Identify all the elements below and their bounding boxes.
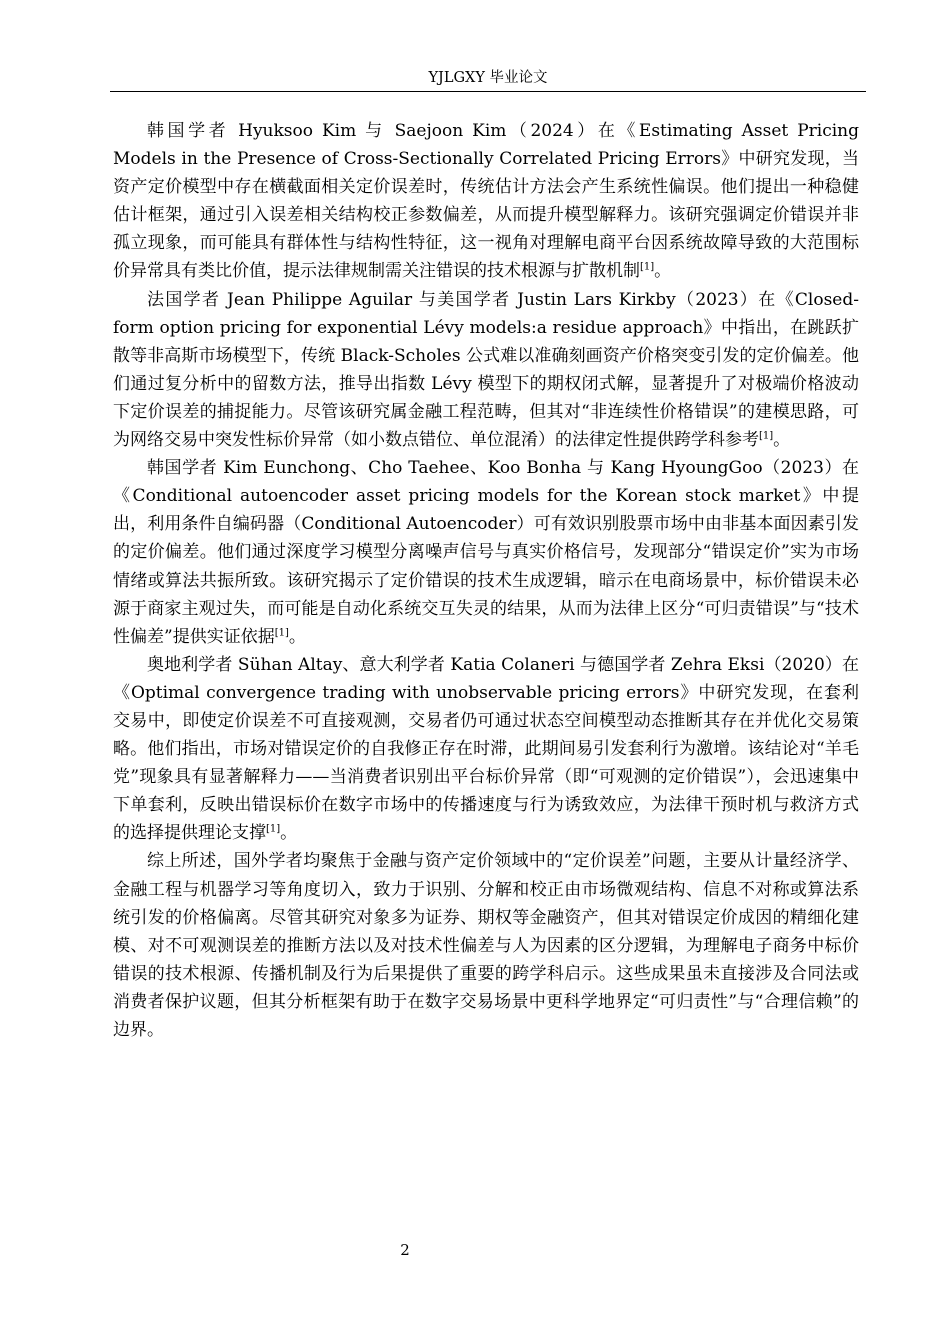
paragraph-text: 法国学者 Jean Philippe Aguilar 与美国学者 Justin Lars Kirkby（2023）在《Closed-form option pricing for exponential Lévy models:a residue approach》中指出，在跳跃扩散等非高斯市场模型下，传统 Black-Scholes 公式难以准确刻画资产价格突变引发的定价偏差。他们通过复分析中的留数方法，推导出指数 Lévy 模型下的期权闭式解，显著提升了对极端价格波动下定价误差的捕捉能力。尽管该研究属金融工程范畴，但其对“非连续性价格错误”的建模思路，可为网络交易中突发性标价异常（如小数点错位、单位混淆）的法律定性提供跨学科参考 xyxy=(113,289,859,451)
document-body xyxy=(113,117,859,1044)
header-divider xyxy=(110,91,866,92)
paragraph-text: 韩国学者 Kim Eunchong、Cho Taehee、Koo Bonha 与 Kang HyoungGoo（2023）在《Conditional autoencoder asset pricing models for the Korean stock market》中提出，利用条件自编码器（Conditional Autoencoder）可有效识别股票市场中由非基本面因素引发的定价偏差。他们通过深度学习模型分离噪声信号与真实价格信号，发现部分“错误定价”实为市场情绪或算法共振所致。该研究揭示了定价错误的技术生成逻辑，暗示在电商场景中，标价错误未必源于商家主观过失，而可能是自动化系统交互失灵的结果，从而为法律上区分“可归责错误”与“技术性偏差”提供实证依据 xyxy=(113,458,859,647)
paragraph-text: 综上所述，国外学者均聚焦于金融与资产定价领域中的“定价误差”问题，主要从计量经济学、金融工程与机器学习等角度切入，致力于识别、分解和校正由市场微观结构、信息不对称或算法系统引发的价格偏离。尽管其研究对象多为证券、期权等金融资产，但其对错误定价成因的精细化建模、对不可观测误差的推断方法以及对技术性偏差与人为因素的区分逻辑，为理解电子商务中标价错误的技术根源、传播机制及行为后果提供了重要的跨学科启示。这些成果虽未直接涉及合同法或消费者保护议题，但其分析框架有助于在数字交易场景中更科学地界定“可归责性”与“合理信赖”的边界。 xyxy=(113,851,859,1040)
paragraph-altay-2020 xyxy=(113,651,859,848)
citation-marker: [1] xyxy=(266,823,281,835)
citation-marker: [1] xyxy=(640,261,655,273)
paragraph-summary xyxy=(113,847,859,1044)
paragraph-text: 韩国学者 Hyuksoo Kim 与 Saejoon Kim（2024）在《Estimating Asset Pricing Models in the Presence of Cross-Sectionally Correlated Pricing Errors》中研究发现，当资产定价模型中存在横截面相关定价误差时，传统估计方法会产生系统性偏误。他们提出一种稳健估计框架，通过引入误差相关结构校正参数偏差，从而提升模型解释力。该研究强调定价错误并非孤立现象，而可能具有群体性与结构性特征，这一视角对理解电商平台因系统故障导致的大范围标价异常具有类比价值，提示法律规制需关注错误的技术根源与扩散机制 xyxy=(113,121,859,282)
page-header: YJLGXY 毕业论文 xyxy=(428,70,548,86)
page-number: 2 xyxy=(400,1241,410,1259)
citation-marker: [1] xyxy=(759,430,774,442)
paragraph-tail: 。 xyxy=(654,261,672,282)
paragraph-aguilar-2023 xyxy=(113,286,859,455)
paragraph-tail: 。 xyxy=(288,626,306,647)
paragraph-text: 奥地利学者 Sühan Altay、意大利学者 Katia Colaneri 与德国学者 Zehra Eksi（2020）在《Optimal convergence trading with unobservable pricing errors》中研究发现，在套利交易中，即使定价误差不可直接观测，交易者仍可通过状态空间模型动态推断其存在并优化交易策略。他们指出，市场对错误定价的自我修正存在时滞，此期间易引发套利行为激增。该结论对“羊毛党”现象具有显著解释力——当消费者识别出平台标价异常（即“可观测的定价错误”），会迅速集中下单套利，反映出错误标价在数字市场中的传播速度与行为诱致效应，为法律干预时机与救济方式的选择提供理论支撑 xyxy=(113,654,859,844)
paragraph-tail: 。 xyxy=(773,430,791,451)
paragraph-kim-2024 xyxy=(113,117,859,286)
paragraph-eunchong-2023 xyxy=(113,454,859,651)
paragraph-tail: 。 xyxy=(280,823,298,844)
citation-marker: [1] xyxy=(274,627,289,639)
